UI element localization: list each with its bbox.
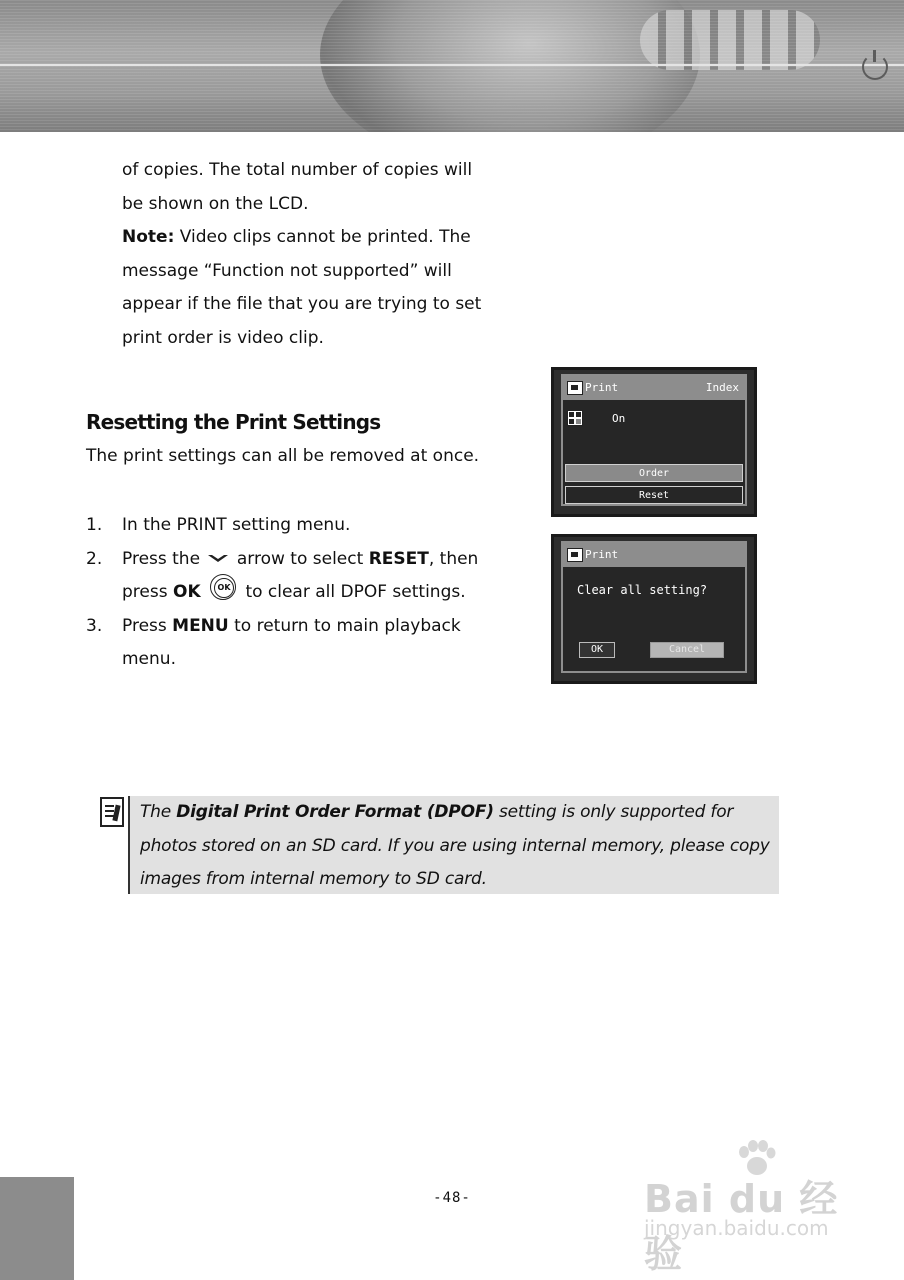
index-print-icon <box>567 410 583 426</box>
dpof-note-box <box>128 796 779 894</box>
lcd-title-bar <box>563 543 745 567</box>
intro-paragraph <box>122 154 482 355</box>
step-item: 2. Press the arrow to select RESET, then press OK OK to clear all DPOF settings. <box>86 543 486 610</box>
note-paragraph: Note: Video clips cannot be printed. The <box>122 227 471 247</box>
step-item: 3. Press MENU to return to main playback menu. <box>86 610 486 677</box>
dialog-cancel-button[interactable]: Cancel <box>650 642 724 658</box>
dpof-term: Digital Print Order Format (DPOF) <box>176 802 494 822</box>
watermark-url: jingyan.baidu.com <box>644 1216 829 1240</box>
header-divider <box>0 64 904 66</box>
note-label: Note: <box>122 227 175 247</box>
lcd-value: On <box>612 412 626 425</box>
menu-item-order[interactable]: Order <box>565 464 743 482</box>
reset-keyword: RESET <box>368 548 429 569</box>
print-icon <box>567 548 583 562</box>
step-number: 2. <box>86 548 103 569</box>
intro-line: message “Function not supported” will <box>122 260 452 281</box>
lcd-index-label: Index <box>705 381 739 394</box>
dialog-ok-button[interactable]: OK <box>579 642 615 658</box>
step-text: In the PRINT setting menu. <box>122 515 351 535</box>
ok-button-icon: OK <box>210 574 236 600</box>
lcd-print-menu <box>551 367 757 517</box>
print-icon <box>567 381 583 395</box>
dpof-note-text: The Digital Print Order Format (DPOF) setting is only supported for photos stored on an SD card. If you are using internal memory, please copy images from internal memory to SD card. <box>140 802 770 889</box>
header-camera-photo <box>0 0 904 132</box>
section-heading: Resetting the Print Settings <box>86 410 381 434</box>
lcd-title: Print <box>585 381 619 394</box>
page-number: -48- <box>433 1190 471 1206</box>
intro-line: of copies. The total number of copies will <box>122 160 473 180</box>
steps-list <box>86 509 486 677</box>
intro-line: be shown on the LCD. <box>122 193 309 214</box>
ok-keyword: OK <box>173 582 201 602</box>
menu-item-reset[interactable]: Reset <box>565 486 743 504</box>
step-number: 3. <box>86 615 103 636</box>
lcd-title: Print <box>585 548 619 561</box>
step-item <box>86 509 486 543</box>
lcd-title-bar <box>563 376 745 400</box>
note-pencil-icon <box>100 797 124 827</box>
down-arrow-icon <box>205 552 231 566</box>
section-subtext: The print settings can all be removed at once. <box>86 446 480 466</box>
power-icon <box>862 54 888 80</box>
watermark-brand: Bai du 经验 <box>644 1177 839 1276</box>
menu-keyword: MENU <box>172 615 229 636</box>
dialog-message: Clear all setting? <box>577 583 708 597</box>
intro-line: appear if the file that you are trying to set <box>122 294 482 314</box>
step-number: 1. <box>86 515 103 535</box>
lcd-clear-dialog <box>551 534 757 684</box>
corner-tab <box>0 1177 74 1280</box>
baidu-watermark <box>636 1140 866 1276</box>
intro-line: print order is video clip. <box>122 327 324 348</box>
